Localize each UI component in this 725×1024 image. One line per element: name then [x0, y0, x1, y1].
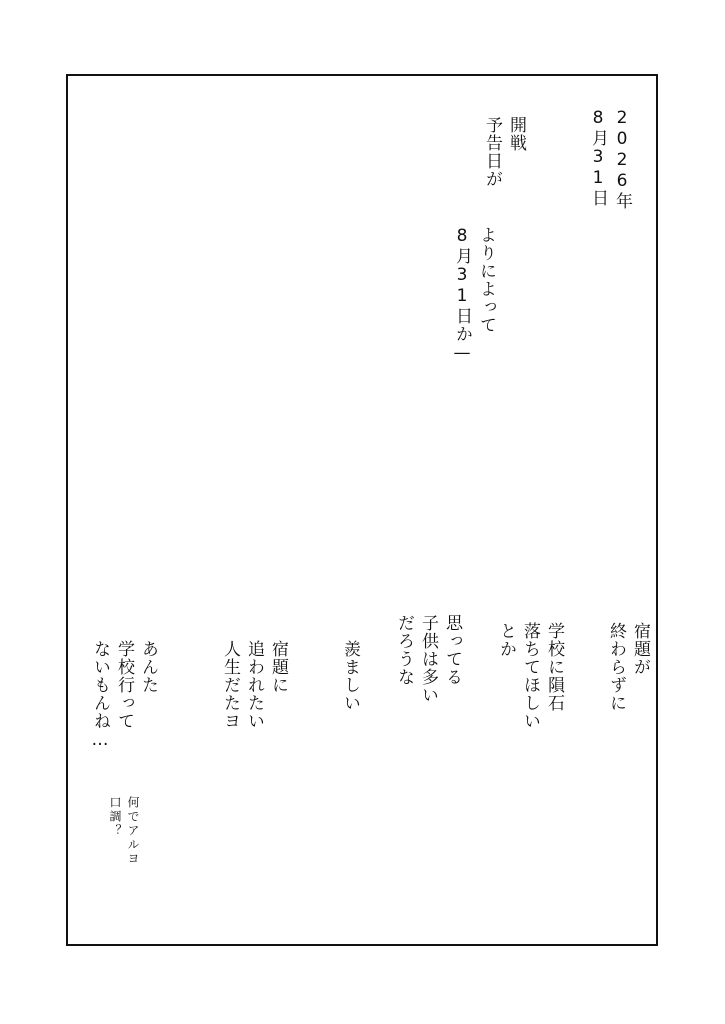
dialogue-anta: あんた 学校行って ないもんね… [90, 640, 158, 751]
heading-caption: 開戦 予告日が [482, 116, 526, 188]
dialogue-shukudai-ga: 宿題が 終わらずに [606, 622, 650, 712]
dialogue-omotteru: 思ってる 子供は多い だろうな [394, 614, 462, 704]
date-caption: 2026年 8月31日 [588, 108, 632, 210]
dialogue-owaretai: 宿題に 追われたい 人生だたヨ [220, 640, 288, 730]
aside-nande-aruyo: 何でアルヨ 口調？ [108, 796, 140, 866]
dialogue-inseki: 学校に隕石 落ちてほしい とか [496, 622, 564, 730]
dialogue-urayamashii: 羨ましい [340, 640, 360, 712]
panel-border [66, 74, 658, 946]
dialogue-yori-ni-yotte: よりによって 8月31日か— [452, 226, 496, 364]
